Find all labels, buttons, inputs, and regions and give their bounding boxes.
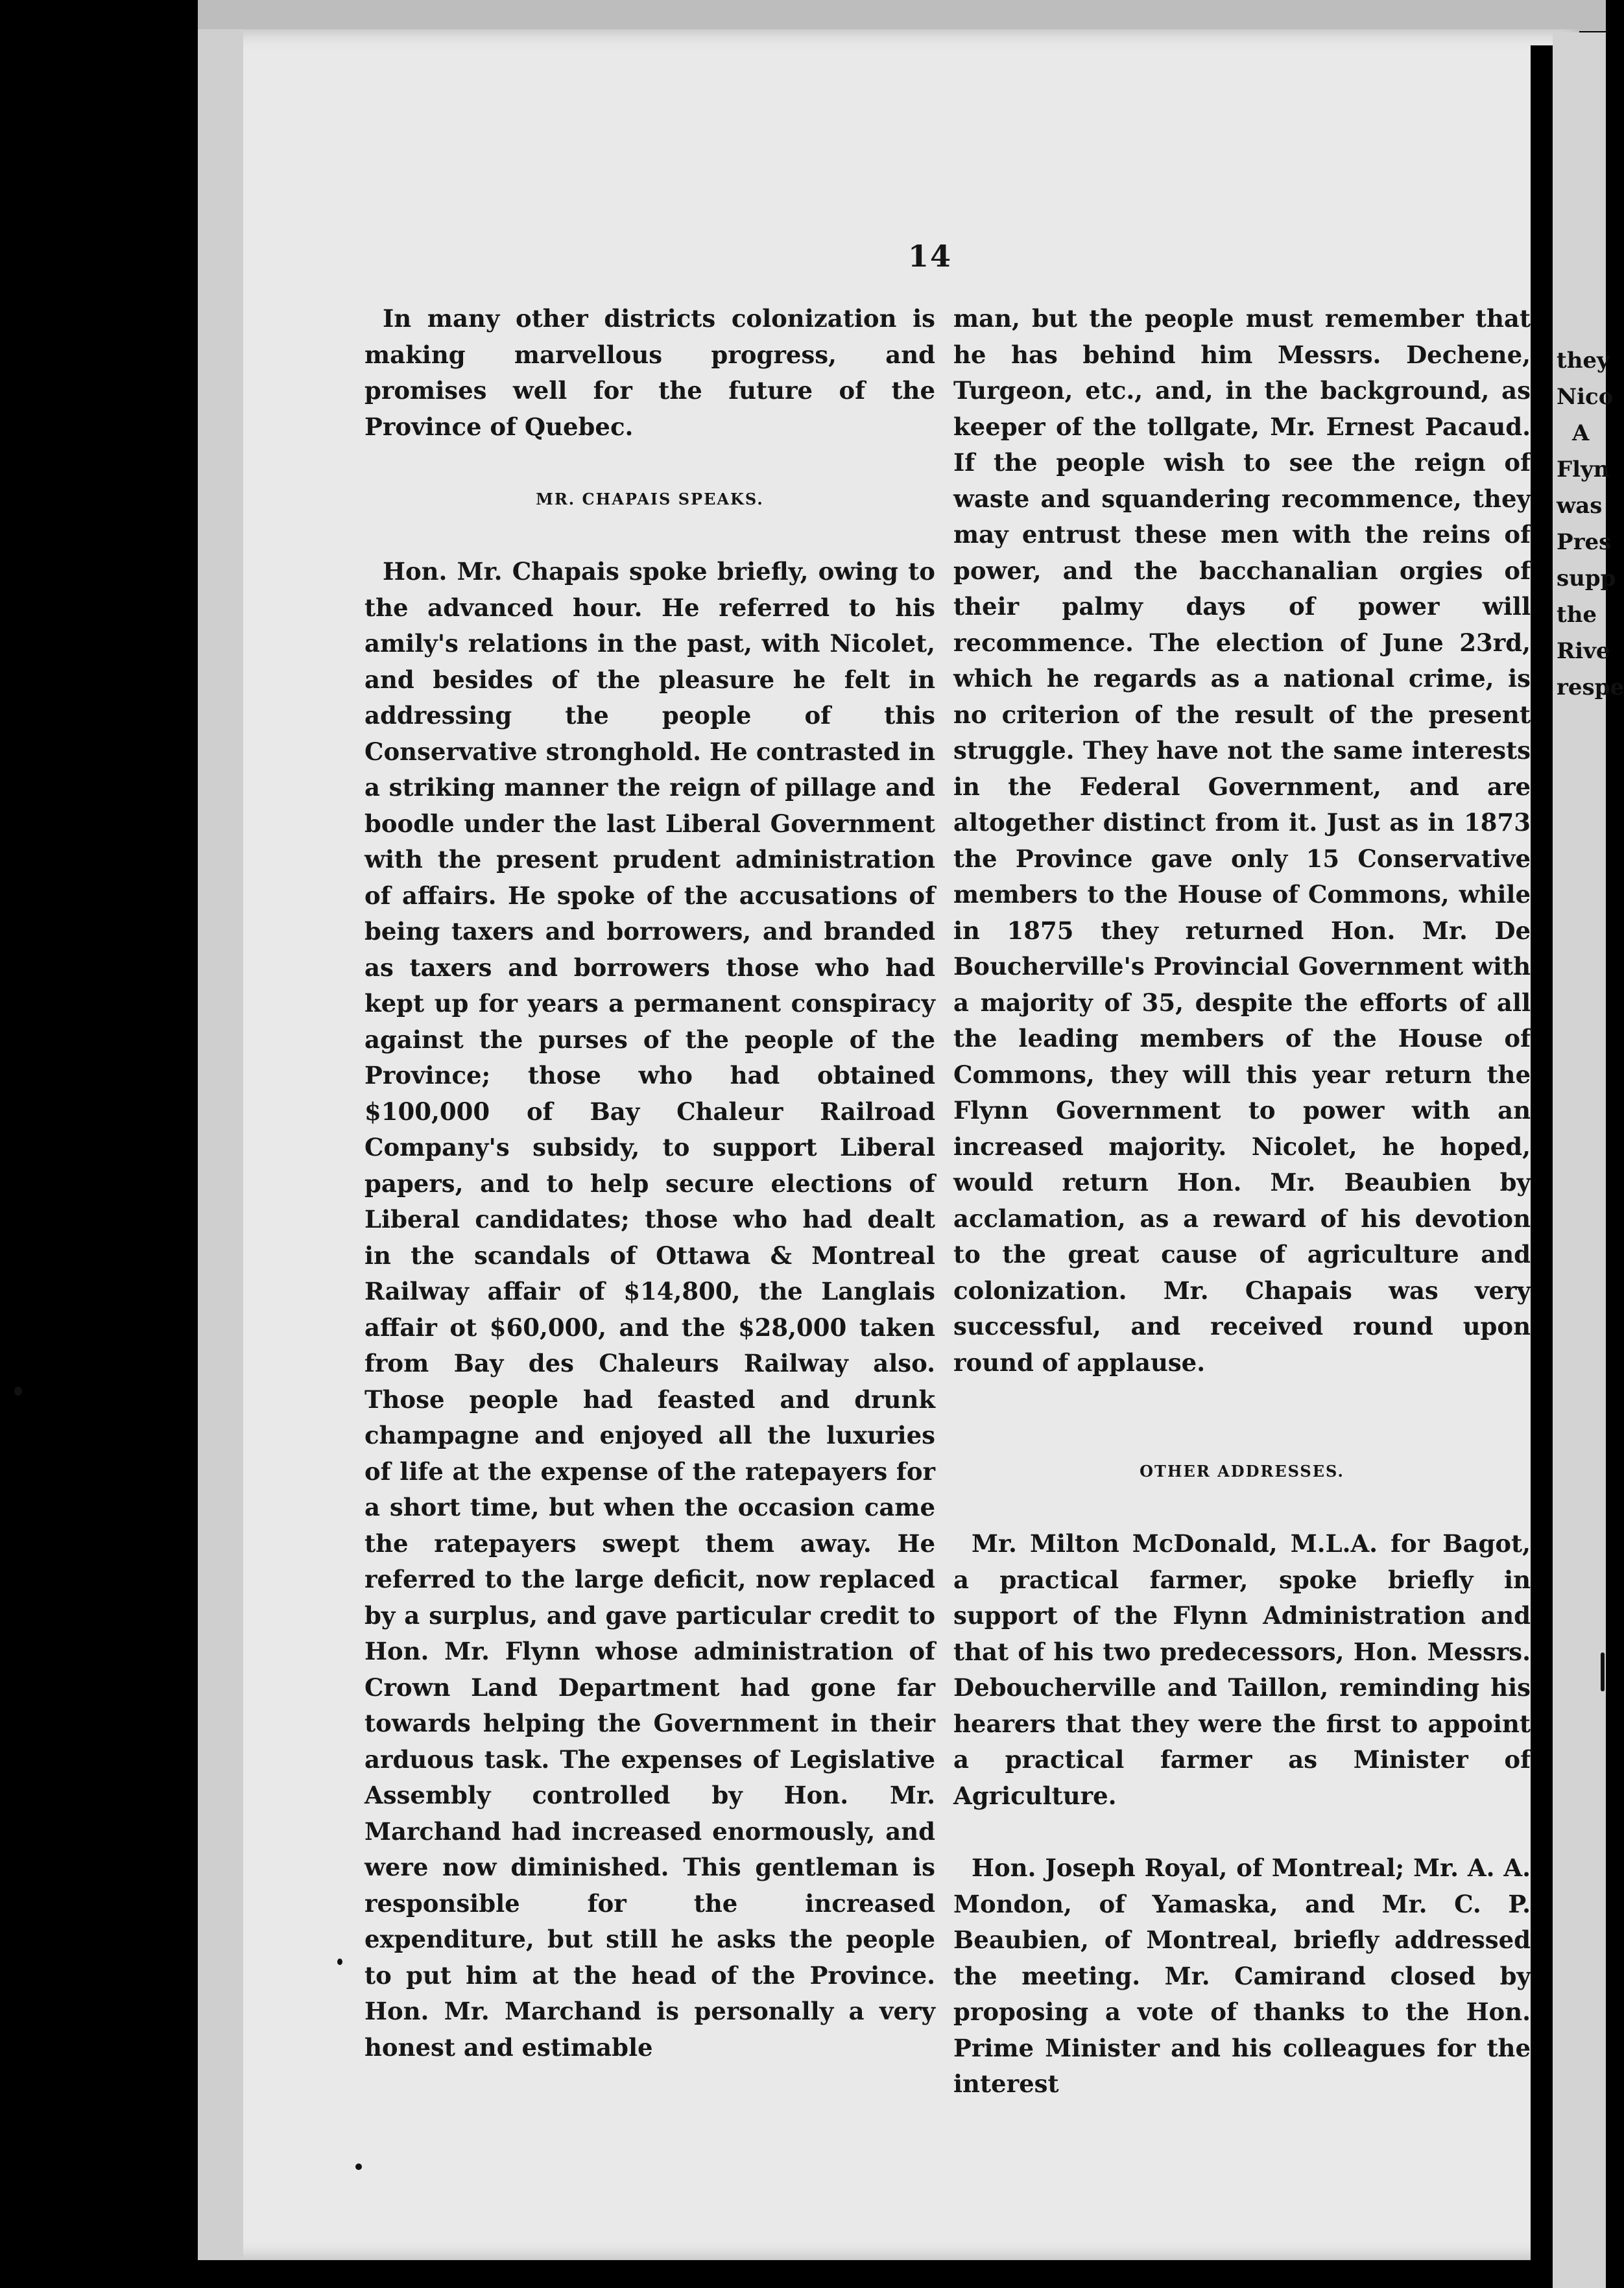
paragraph: Hon. Joseph Royal, of Montreal; Mr. A. A. Mondon, of Yamaska, and Mr. C. P. Beaubien, of Montreal, briefly addressed the meeting. Mr. Camirand closed by proposing a vote of thanks to the Hon. Prime Minister and his colleagues for the interest bbox=[953, 1853, 1531, 2098]
scan-speck bbox=[355, 2163, 362, 2170]
adjacent-fragment: Rive bbox=[1557, 638, 1610, 664]
adjacent-fragment: they bbox=[1557, 348, 1610, 374]
paragraph: Hon. Mr. Chapais spoke briefly, owing to the advanced hour. He referred to his amily's relations in the past, with Nicolet, and besides of the pleasure he felt in addressing the people of this Conservative stronghold. He contrasted in a striking manner the reign of pillage and boodle under the last Liberal Government with the present prudent administration of affairs. He spoke of the accusations of being taxers and borrowers, and branded as taxers and borrowers those who had kept up for years a permanent conspiracy against the purses of the people of the Province; those who had obtained $100,000 of Bay Chaleur Railroad Company's subsidy, to support Liberal papers, and to help secure elections of Liberal candidates; those who had dealt in the scandals of Ottawa & Montreal Railway affair of $14,800, the Langlais affair ot $60,000, and the $28,000 taken from Bay des Chaleurs Railway also. Those people had feasted and drunk champagne and enjoyed all the luxuries of life at the expense of the ratepayers for a short time, but when the occasion came the ratepayers swept them away. He referred to the large deficit, now replaced by a surplus, and gave particular credit to Hon. Mr. Flynn whose administration of Crown Land Department had gone far towards helping the Government in their arduous task. The expenses of Legislative Assembly controlled by Hon. Mr. Marchand had increased enormously, and were now diminished. This gentleman is responsible for the increased expenditure, but still he asks the people to put him at the head of the Province. Hon. Mr. Marchand is personally a very honest and estimable bbox=[364, 557, 935, 2062]
left-column bbox=[364, 301, 935, 2066]
adjacent-fragment: Nico bbox=[1557, 384, 1614, 410]
section-heading: OTHER ADDRESSES. bbox=[1140, 1462, 1344, 1481]
section-heading: MR. CHAPAIS SPEAKS. bbox=[536, 490, 764, 508]
adjacent-fragment: was bbox=[1557, 493, 1603, 519]
right-column bbox=[953, 301, 1531, 2103]
paragraph: In many other districts colonization is making marvellous progress, and promises well for the future of the Province of Quebec. bbox=[364, 304, 935, 441]
adjacent-fragment: the bbox=[1557, 602, 1597, 628]
paragraph: man, but the people must remember that he has behind him Messrs. Dechene, Turgeon, etc., and, in the background, as keeper of the tollgate, Mr. Ernest Pacaud. If the people wish to see the reign of waste and squandering recommence, they may entrust these men with the reins of power, and the bacchanalian orgies of their palmy days of power will recommence. The election of June 23rd, which he regards as a national crime, is no criterion of the result of the present struggle. They have not the same interests in the Federal Government, and are altogether distinct from it. Just as in 1873 the Province gave only 15 Conservative members to the House of Commons, while in 1875 they returned Hon. Mr. De Boucherville's Provincial Government with a majority of 35, despite the efforts of all the leading members of the House of Commons, they will this year return the Flynn Government to power with an increased majority. Nicolet, he hoped, would return Hon. Mr. Beaubien by acclamation, as a reward of his devotion to the great cause of agriculture and colonization. Mr. Chapais was very successful, and received round upon round of applause. bbox=[953, 304, 1531, 1377]
adjacent-fragment: supp bbox=[1557, 566, 1616, 591]
scan-speck bbox=[14, 1387, 22, 1396]
page-left-edge bbox=[198, 29, 243, 2260]
page-number: 14 bbox=[908, 239, 953, 274]
adjacent-fragment: Pres bbox=[1557, 529, 1612, 555]
adjacent-page-edge bbox=[1553, 32, 1624, 2288]
adjacent-fragment: Flyn bbox=[1557, 457, 1610, 483]
adjacent-fragment: A bbox=[1572, 420, 1590, 446]
scan-top-band bbox=[198, 0, 1606, 31]
scan-speck bbox=[337, 1959, 342, 1965]
page-gutter bbox=[1531, 45, 1553, 2276]
adjacent-page-text bbox=[1553, 342, 1624, 706]
adjacent-fragment: respe bbox=[1557, 674, 1624, 700]
scan-speck bbox=[1601, 1652, 1605, 1691]
paragraph: Mr. Milton McDonald, M.L.A. for Bagot, a practical farmer, spoke briefly in support of the Flynn Administration and that of his two predecessors, Hon. Messrs. Deboucherville and Taillon, reminding his hearers that they were the first to appoint a practical farmer as Minister of Agriculture. bbox=[953, 1529, 1531, 1810]
